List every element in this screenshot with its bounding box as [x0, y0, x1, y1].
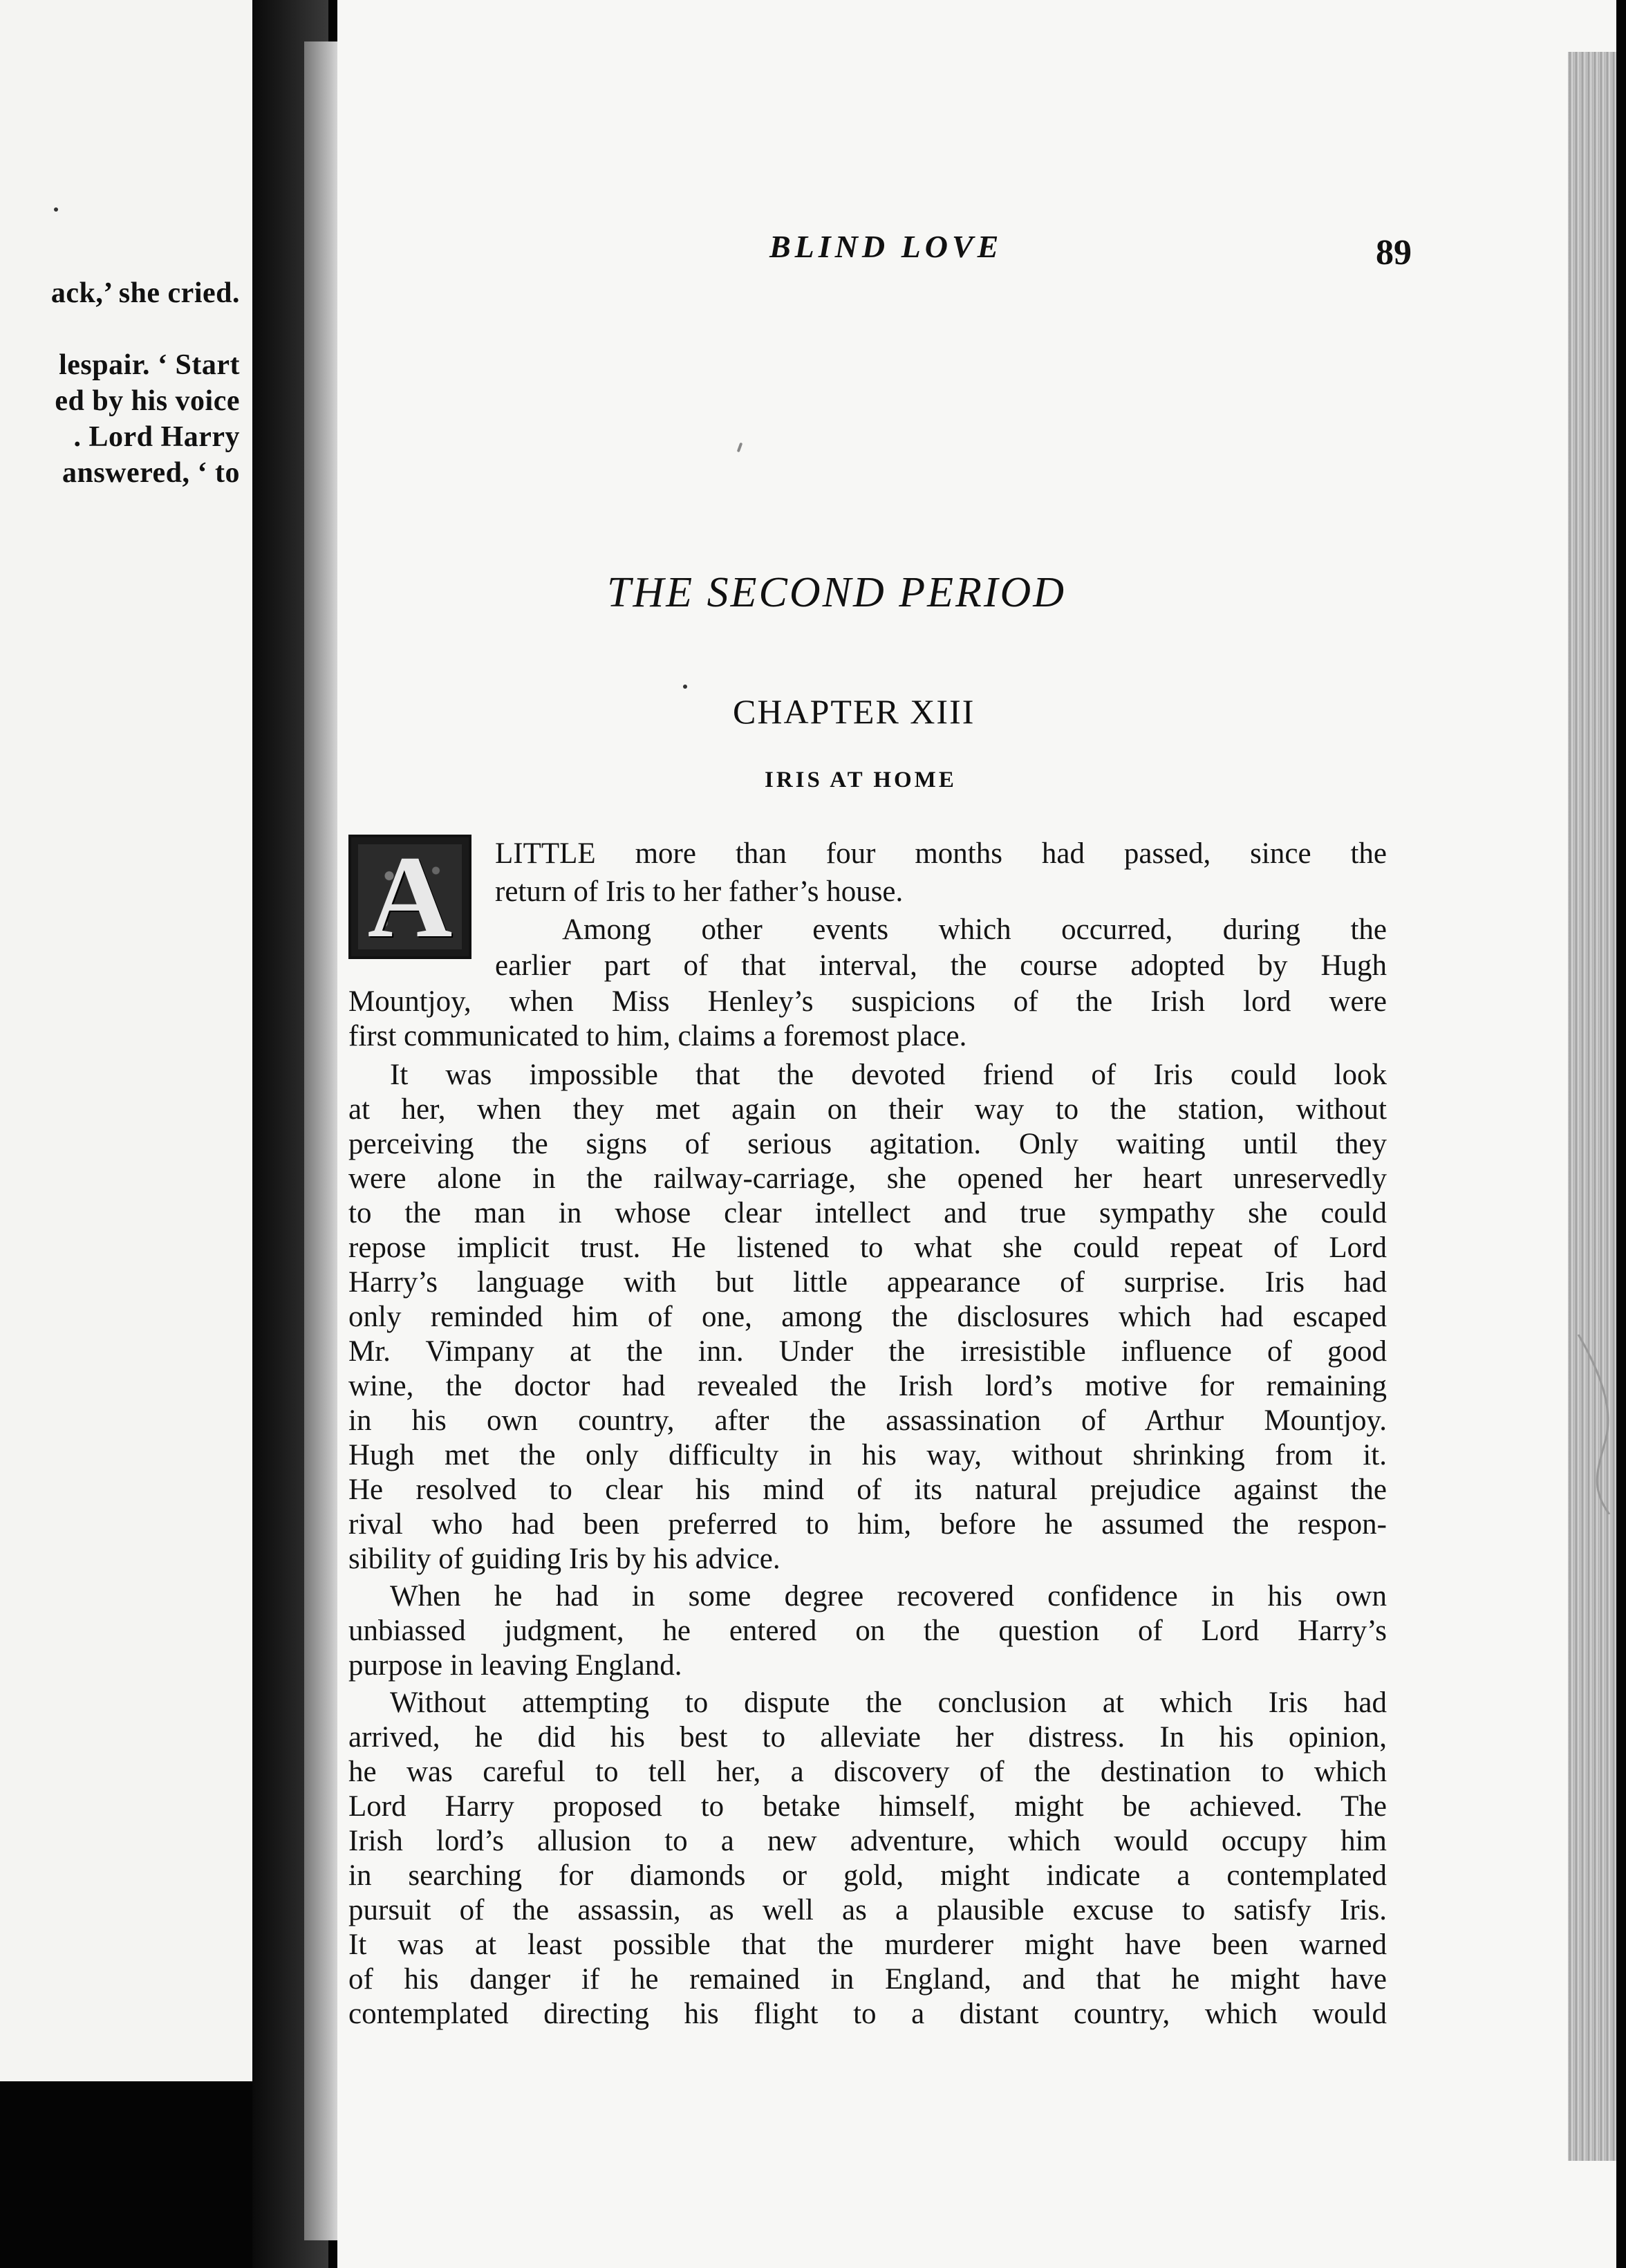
- page-edges: [1568, 52, 1616, 2161]
- drop-cap-ornament: [358, 832, 462, 962]
- body-line: Mountjoy, when Miss Henley’s suspicions of the Irish lord were: [348, 985, 1387, 1018]
- body-line: only reminded him of one, among the disclosures which had escaped: [348, 1301, 1387, 1333]
- chapter-title: CHAPTER XIII: [733, 692, 975, 731]
- body-line: earlier part of that interval, the course adopted by Hugh: [495, 949, 1387, 982]
- drop-cap: [348, 832, 471, 962]
- body-line: of his danger if he remained in England, and that he might have: [348, 1963, 1387, 1996]
- period-title: THE SECOND PERIOD: [607, 569, 1067, 616]
- body-line: to the man in whose clear intellect and true sympathy she could: [348, 1197, 1387, 1229]
- body-line: he was careful to tell her, a discovery of the destination to which: [348, 1756, 1387, 1788]
- body-line: wine, the doctor had revealed the Irish lord’s motive for remaining: [348, 1370, 1387, 1402]
- body-line: perceiving the signs of serious agitation. Only waiting until they: [348, 1128, 1387, 1160]
- body-line: arrived, he did his best to alleviate her distress. In his opinion,: [348, 1721, 1387, 1754]
- body-line: purpose in leaving England.: [348, 1649, 682, 1682]
- body-line: It was at least possible that the murderer might have been warned: [348, 1928, 1387, 1961]
- body-line: Lord Harry proposed to betake himself, might be achieved. The: [348, 1790, 1387, 1823]
- ink-speck: [737, 443, 743, 453]
- running-title: BLIND LOVE: [769, 229, 1003, 264]
- body-line: It was impossible that the devoted friend of Iris could look: [390, 1059, 1387, 1091]
- ink-speck: [683, 685, 687, 689]
- body-line: at her, when they met again on their way to the station, without: [348, 1093, 1387, 1126]
- chapter-subtitle: IRIS AT HOME: [765, 768, 957, 792]
- facing-page-line: ed by his voice: [55, 385, 240, 417]
- body-line: in his own country, after the assassination of Arthur Mountjoy.: [348, 1404, 1387, 1437]
- facing-page-line: . Lord Harry: [73, 421, 240, 453]
- margin-curve-mark: [1575, 1335, 1616, 1514]
- body-line: return of Iris to her father’s house.: [495, 875, 904, 908]
- body-line: first communicated to him, claims a foremost place.: [348, 1020, 967, 1052]
- body-line: Mr. Vimpany at the inn. Under the irresistible influence of good: [348, 1335, 1387, 1368]
- body-line: LITTLE more than four months had passed, since the: [495, 837, 1387, 870]
- body-line: contemplated directing his flight to a distant country, which would: [348, 1998, 1387, 2030]
- body-line: in searching for diamonds or gold, might indicate a contemplated: [348, 1859, 1387, 1892]
- facing-page-line: lespair. ‘ Start: [59, 349, 240, 381]
- body-line: When he had in some degree recovered confidence in his own: [390, 1580, 1387, 1612]
- body-line: Without attempting to dispute the conclusion at which Iris had: [390, 1686, 1387, 1719]
- body-line: repose implicit trust. He listened to what she could repeat of Lord: [348, 1231, 1387, 1264]
- body-line: He resolved to clear his mind of its natural prejudice against the: [348, 1474, 1387, 1506]
- body-line: were alone in the railway-carriage, she opened her heart unreservedly: [348, 1162, 1387, 1195]
- body-line: unbiassed judgment, he entered on the question of Lord Harry’s: [348, 1615, 1387, 1647]
- body-line: Harry’s language with but little appearance of surprise. Iris had: [348, 1266, 1387, 1299]
- facing-page-line: answered, ‘ to: [62, 457, 240, 489]
- ink-speck: [54, 207, 58, 212]
- body-line: Hugh met the only difficulty in his way, without shrinking from it.: [348, 1439, 1387, 1471]
- body-line: Irish lord’s allusion to a new adventure, which would occupy him: [348, 1825, 1387, 1857]
- drop-cap-letter: A: [367, 832, 453, 962]
- body-line: pursuit of the assassin, as well as a plausible excuse to satisfy Iris.: [348, 1894, 1387, 1926]
- book-page: [337, 0, 1616, 2268]
- facing-page-line: ack,’ she cried.: [50, 277, 240, 309]
- facing-page: [0, 0, 252, 2081]
- body-line: sibility of guiding Iris by his advice.: [348, 1543, 781, 1575]
- body-line: Among other events which occurred, during the: [562, 913, 1387, 946]
- page-number: 89: [1376, 233, 1412, 272]
- body-line: rival who had been preferred to him, before he assumed the respon-: [348, 1508, 1387, 1541]
